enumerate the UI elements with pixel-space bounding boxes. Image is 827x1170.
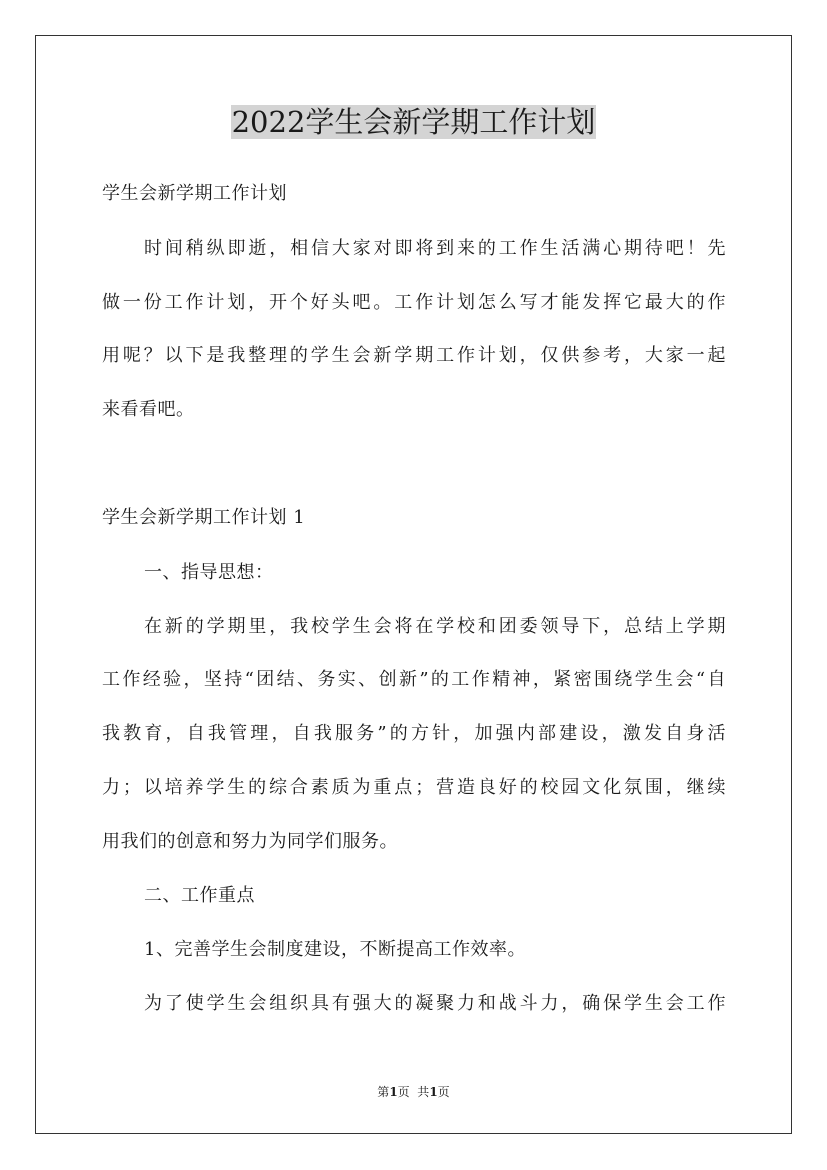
document-title-text: 2022学生会新学期工作计划 [231,105,596,139]
part1-line-1: 在新的学期里，我校学生会将在学校和团委领导下，总结上学期 [144,616,726,637]
footer-page-prefix: 第 [377,1085,390,1099]
intro-line-2: 做一份工作计划，开个好头吧。工作计划怎么写才能发挥它最大的作 [102,292,726,313]
item1-heading: 1、完善学生会制度建设，不断提高工作效率。 [144,939,526,960]
document-title [0,102,827,142]
intro-line-1: 时间稍纵即逝，相信大家对即将到来的工作生活满心期待吧！先 [144,238,726,259]
part1-heading: 一、指导思想： [144,562,274,583]
part1-line-5: 用我们的创意和努力为同学们服务。 [102,831,398,852]
section-heading: 学生会新学期工作计划 1 [102,507,306,528]
intro-line-4: 来看看吧。 [102,399,195,420]
part1-line-2: 工作经验，坚持“团结、务实、创新”的工作精神，紧密围绕学生会“自 [102,669,726,690]
footer-page-mid: 页 共 [397,1085,430,1099]
page-footer [0,1084,827,1100]
footer-page-suffix: 页 [437,1085,450,1099]
part2-heading: 二、工作重点 [144,885,255,906]
item1-line-1: 为了使学生会组织具有强大的凝聚力和战斗力，确保学生会工作 [144,993,726,1014]
document-subtitle: 学生会新学期工作计划 [102,183,287,204]
part1-line-4: 力；以培养学生的综合素质为重点；营造良好的校园文化氛围，继续 [102,777,726,798]
footer-page-total: 1 [429,1085,438,1099]
footer-page-current: 1 [389,1085,398,1099]
intro-line-3: 用呢？以下是我整理的学生会新学期工作计划，仅供参考，大家一起 [102,345,726,366]
part1-line-3: 我教育，自我管理，自我服务”的方针，加强内部建设，激发自身活 [102,723,726,744]
